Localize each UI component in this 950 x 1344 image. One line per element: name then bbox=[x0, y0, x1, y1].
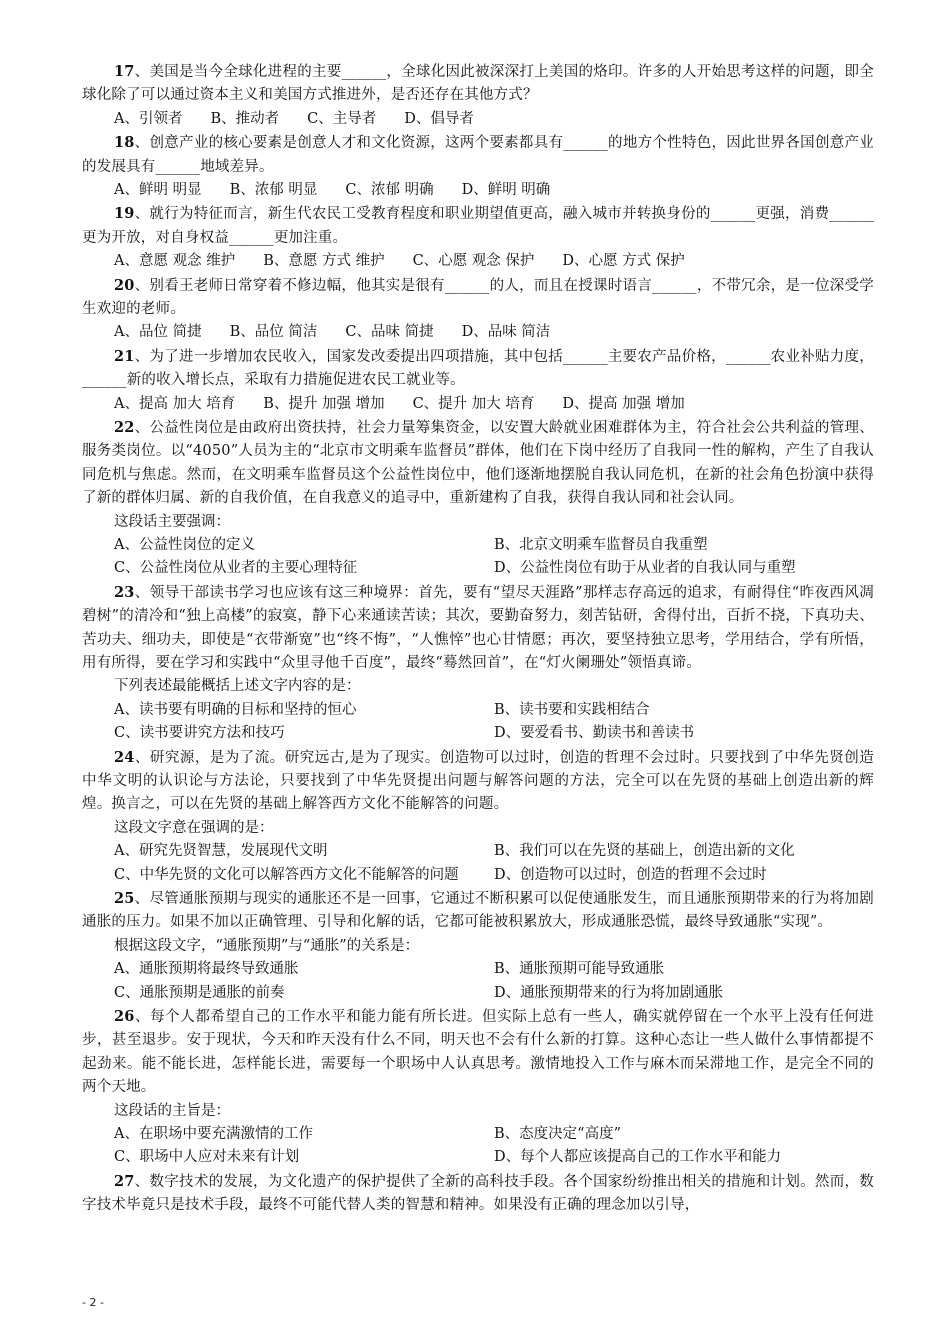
question-17-options bbox=[82, 108, 874, 131]
question-20-options bbox=[82, 321, 874, 344]
question-number: 22 bbox=[114, 419, 135, 437]
page-number: - 2 - bbox=[82, 1296, 104, 1309]
option-b: B、北京文明乘车监督员自我重塑 bbox=[494, 537, 708, 554]
question-number: 17 bbox=[114, 63, 135, 80]
question-text: 、别看王老师日常穿着不修边幅，他其实是很有______的人，而且在授课时语言______，不带冗余，是一位深受学生欢迎的老师。 bbox=[82, 277, 874, 318]
option-a: A、鲜明 明显 bbox=[114, 182, 202, 199]
question-24-prompt: 这段文字意在强调的是： bbox=[114, 819, 274, 836]
option-c: C、心愿 观念 保护 bbox=[412, 253, 535, 270]
question-25-stem bbox=[82, 887, 874, 935]
question-number: 25 bbox=[114, 890, 135, 908]
question-text: 、就行为特征而言，新生代农民工受教育程度和职业期望值更高，融入城市并转换身份的______更强，消费______更为开放，对自身权益______更加注重。 bbox=[82, 206, 874, 246]
question-text: 、研究源，是为了流。研究远古,是为了现实。创造物可以过时，创造的哲理不会过时。只要找到了中华先贤创造中华文明的认识论与方法论，只要找到了中华先贤提出问题与解答问题的方法，完全可以在先贤的基础上创造出新的辉煌。换言之，可以在先贤的基础上解答西方文化不能解答的问题。 bbox=[82, 749, 874, 813]
question-number: 19 bbox=[114, 205, 135, 223]
option-a: A、公益性岗位的定义 bbox=[114, 537, 255, 554]
option-c: C、品味 简捷 bbox=[345, 324, 434, 341]
question-25-options bbox=[82, 958, 874, 1005]
option-d: D、品味 简洁 bbox=[461, 324, 551, 341]
option-c: C、主导者 bbox=[307, 110, 377, 127]
question-number: 24 bbox=[114, 748, 135, 766]
option-b: B、提升 加强 增加 bbox=[263, 395, 385, 412]
question-24-options bbox=[82, 840, 874, 887]
option-c: C、公益性岗位从业者的主要心理特征 bbox=[114, 560, 358, 577]
question-text: 、创意产业的核心要素是创意人才和文化资源，这两个要素都具有______的地方个性特色，因此世界各国创意产业的发展具有______地域差异。 bbox=[82, 135, 874, 175]
option-d: D、通胀预期带来的行为将加剧通胀 bbox=[494, 984, 724, 1001]
option-b: B、态度决定“高度” bbox=[494, 1126, 621, 1143]
option-a: A、品位 简捷 bbox=[114, 324, 202, 341]
question-20-stem bbox=[82, 274, 874, 322]
question-number: 18 bbox=[114, 134, 135, 152]
option-c: C、中华先贤的文化可以解答西方文化不能解答的问题 bbox=[114, 866, 459, 883]
option-b: B、意愿 方式 维护 bbox=[263, 253, 385, 270]
question-number: 27 bbox=[114, 1172, 135, 1190]
option-a: A、意愿 观念 维护 bbox=[114, 253, 236, 270]
option-d: D、倡导者 bbox=[404, 110, 474, 127]
question-23-prompt: 下列表述最能概括上述文字内容的是： bbox=[114, 678, 361, 695]
question-text: 、领导干部读书学习也应该有这三种境界：首先，要有“望尽天涯路”那样志存高远的追求，有耐得住“昨夜西风凋碧树”的清冷和“独上高楼”的寂寞，静下心来通读苦读；其次，要勤奋努力，刻苦钻研，舍得付出，百折不挠，下真功夫、苦功夫、细功夫，即使是“衣带渐宽”也“终不悔”，“人憔悴”也心甘情愿；再次，要坚持独立思考，学用结合，学有所悟，用有所得，要在学习和实践中“众里寻他千百度”，最终“蓦然回首”，在“灯火阑珊处”领悟真谛。 bbox=[82, 584, 874, 672]
question-22-options bbox=[82, 534, 874, 581]
question-19-options bbox=[82, 250, 874, 273]
question-text: 、尽管通胀预期与现实的通胀还不是一回事，它通过不断积累可以促使通胀发生，而且通胀预期带来的行为将加剧通胀的压力。如果不加以正确管理、引导和化解的话，它都可能被积累放大，形成通胀恐慌，最终导致通胀“实现”。 bbox=[82, 891, 874, 931]
option-b: B、读书要和实践相结合 bbox=[494, 701, 650, 718]
question-21-stem bbox=[82, 345, 874, 393]
option-d: D、鲜明 明确 bbox=[461, 182, 551, 199]
question-21-options bbox=[82, 393, 874, 416]
question-25-prompt: 根据这段文字，“通胀预期”与“通胀”的关系是： bbox=[114, 937, 420, 954]
option-d: D、公益性岗位有助于从业者的自我认同与重塑 bbox=[494, 560, 796, 577]
question-text: 、为了进一步增加农民收入，国家发改委提出四项措施，其中包括______主要农产品价格，______农业补贴力度，______新的收入增长点，采取有力措施促进农民工就业等。 bbox=[82, 348, 874, 389]
option-c: C、浓郁 明确 bbox=[345, 182, 434, 199]
question-18-options bbox=[82, 179, 874, 202]
question-number: 26 bbox=[114, 1008, 135, 1026]
question-text: 、数字技术的发展，为文化遗产的保护提供了全新的高科技手段。各个国家纷纷推出相关的措施和计划。然而，数字技术毕竟只是技术手段，最终不可能代替人类的智慧和精神。如果没有正确的理念加以引导， bbox=[82, 1173, 874, 1214]
option-b: B、浓郁 明显 bbox=[229, 182, 318, 199]
option-a: A、通胀预期将最终导致通胀 bbox=[114, 961, 299, 978]
question-number: 20 bbox=[114, 276, 135, 294]
question-number: 23 bbox=[114, 583, 135, 601]
question-23-options bbox=[82, 699, 874, 746]
option-d: D、要爱看书、勤读书和善读书 bbox=[494, 725, 695, 742]
option-d: D、每个人都应该提高自己的工作水平和能力 bbox=[494, 1149, 782, 1166]
question-24-stem bbox=[82, 746, 874, 817]
question-number: 21 bbox=[114, 347, 135, 365]
exam-page bbox=[82, 60, 874, 1218]
option-c: C、通胀预期是通胀的前奏 bbox=[114, 984, 285, 1001]
option-c: C、读书要讲究方法和技巧 bbox=[114, 725, 285, 742]
option-b: B、品位 简洁 bbox=[229, 324, 318, 341]
option-b: B、通胀预期可能导致通胀 bbox=[494, 961, 665, 978]
question-19-stem bbox=[82, 202, 874, 250]
option-d: D、提高 加强 增加 bbox=[562, 395, 685, 412]
option-a: A、研究先贤智慧，发展现代文明 bbox=[114, 843, 328, 860]
option-c: C、职场中人应对未来有计划 bbox=[114, 1149, 300, 1166]
option-a: A、在职场中要充满激情的工作 bbox=[114, 1126, 313, 1143]
option-c: C、提升 加大 培育 bbox=[412, 395, 535, 412]
question-26-prompt: 这段话的主旨是： bbox=[114, 1102, 230, 1119]
question-text: 、公益性岗位是由政府出资扶持，社会力量筹集资金，以安置大龄就业困难群体为主，符合社会公共利益的管理、服务类岗位。以“4050”人员为主的“北京市文明乘车监督员”群体，他们在下岗中经历了自我同一性的解构，产生了自我认同危机与焦虑。然而，在文明乘车监督员这个公益性岗位中，他们逐渐地摆脱自我认同危机，在新的社会角色扮演中获得了新的群体归属、新的自我价值，在自我意义的追寻中，重新建构了自我，获得自我认同和社会认同。 bbox=[82, 420, 874, 507]
option-d: D、创造物可以过时，创造的哲理不会过时 bbox=[494, 866, 767, 883]
option-b: B、推动者 bbox=[210, 110, 280, 127]
option-a: A、引领者 bbox=[114, 110, 183, 127]
question-26-options bbox=[82, 1123, 874, 1170]
question-17-stem bbox=[82, 60, 874, 108]
question-23-stem bbox=[82, 581, 874, 676]
question-22-prompt: 这段话主要强调： bbox=[114, 513, 230, 530]
option-b: B、我们可以在先贤的基础上，创造出新的文化 bbox=[494, 843, 795, 860]
question-text: 、每个人都希望自己的工作水平和能力能有所长进。但实际上总有一些人，确实就停留在一个水平上没有任何进步，甚至退步。安于现状，今天和昨天没有什么不同，明天也不会有什么新的打算。这种心态让一些人做什么事情都提不起劲来。能不能长进，怎样能长进，需要每一个职场中人认真思考。激情地投入工作与麻木而呆滞地工作，是完全不同的两个天地。 bbox=[82, 1009, 874, 1096]
question-22-stem bbox=[82, 416, 874, 511]
question-27-stem bbox=[82, 1170, 874, 1218]
option-a: A、读书要有明确的目标和坚持的恒心 bbox=[114, 701, 357, 718]
question-text: 、美国是当今全球化进程的主要______，全球化因此被深深打上美国的烙印。许多的人开始思考这样的问题，即全球化除了可以通过资本主义和美国方式推进外，是否还存在其他方式？ bbox=[82, 64, 874, 104]
option-a: A、提高 加大 培育 bbox=[114, 395, 236, 412]
question-18-stem bbox=[82, 131, 874, 179]
question-26-stem bbox=[82, 1005, 874, 1100]
option-d: D、心愿 方式 保护 bbox=[562, 253, 685, 270]
